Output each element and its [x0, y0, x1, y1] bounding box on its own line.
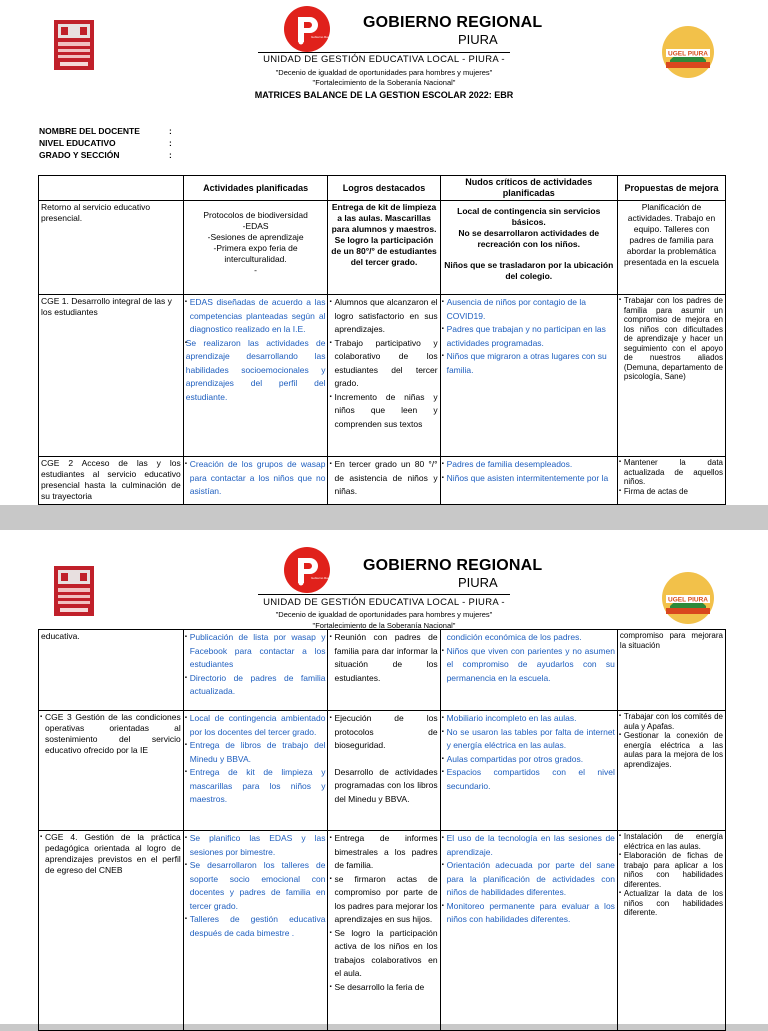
- propuestas-cell: compromiso para mejorara la situación: [617, 630, 725, 711]
- nudos-cell: ▪ Padres de familia desempleados. ▪ Niños que asisten intermitentemente por la: [440, 457, 617, 505]
- table-header-row: [39, 176, 726, 201]
- nudos-cell: Local de contingencia sin servicios básicos. No se desarrollaron actividades de recreación con los niños. Niños que se trasladaron por la ubicación del colegio.: [440, 201, 617, 295]
- header-rule: [258, 594, 510, 595]
- logros-cell: ▪ Alumnos que alcanzaron el logro satisfactorio en sus aprendizajes. ▪ Trabajo participativo y colaborativo de los estudiantes del tercer grado. ▪ Incremento de niñas y niños que leen y comprenden sus textos: [328, 295, 440, 457]
- nivel-label: NIVEL EDUCATIVO :: [39, 138, 172, 148]
- nudos-cell: condición económica de los padres. ▪ Niños que viven con parientes y no asumen el compromiso de ayudarlos con su permanencia en la escuela.: [440, 630, 617, 711]
- fortalecimiento-slogan: "Fortalecimiento de la Soberanía Nacional": [312, 78, 456, 87]
- actividades-cell: ▪ Creación de los grupos de wasap para contactar a los niños que no asistían.: [183, 457, 328, 505]
- balance-table-page-1: [38, 175, 726, 505]
- actividades-cell: ▪ Publicación de lista por wasap y Facebook para contactar a los estudiantes ▪ Directorio de padres de familia actualizada.: [183, 630, 328, 711]
- row-label: CGE 1. Desarrollo integral de las y los estudiantes: [39, 295, 184, 457]
- propuestas-cell: ▪ Trabajar con los comités de aula y Apafas. ▪ Gestionar la conexión de energía eléctrica a las aulas para la mejora de los aprendizajes.: [617, 711, 725, 831]
- gobierno-regional-logo: [283, 5, 344, 53]
- propuestas-cell: ▪ Trabajar con los padres de familia para asumir un compromiso de mejora en los niños con dificultades de aprendizaje y hacer un seguimiento con el apoyo de nuestros aliados (Demuna, departamento de psicología, Sane): [617, 295, 725, 457]
- header-nudos: Nudos críticos de actividades planificadas: [440, 176, 617, 201]
- logo-right-text: UGEL PIURA: [668, 596, 708, 604]
- propuestas-cell: ▪ Mantener la data actualizada de aquellos niños. ▪ Firma de actas de: [617, 457, 725, 505]
- row-label: educativa.: [39, 630, 184, 711]
- table-row: [39, 295, 726, 457]
- ugel-heading: UNIDAD DE GESTIÓN EDUCATIVA LOCAL - PIURA -: [263, 597, 505, 608]
- logros-cell: ▪ Ejecución de los protocolos de bioseguridad. Desarrollo de actividades programadas con los libros del Minedu y BBVA.: [328, 711, 440, 831]
- piura-subtitle: PIURA: [458, 32, 498, 47]
- row-label: Retorno al servicio educativo presencial.: [39, 201, 184, 295]
- table-row: [39, 831, 726, 1031]
- logros-cell: ▪ En tercer grado un 80 °/° de asistencia de niños y niñas.: [328, 457, 440, 505]
- fortalecimiento-slogan: "Fortalecimiento de la Soberanía Nacional": [312, 621, 456, 630]
- table-row: [39, 711, 726, 831]
- document-title: MATRICES BALANCE DE LA GESTION ESCOLAR 2022: EBR: [254, 90, 514, 100]
- row-label: ▪ CGE 4. Gestión de la práctica pedagógica orientada al logro de aprendizajes previstos en el perfil de egreso del CNEB: [39, 831, 184, 1031]
- table-row: [39, 457, 726, 505]
- actividades-cell: Protocolos de biodiversidad -EDAS -Sesiones de aprendizaje -Primera expo feria de interculturalidad. -: [183, 201, 328, 295]
- gobierno-regional-title: GOBIERNO REGIONAL: [363, 14, 543, 31]
- row-label: ▪ CGE 3 Gestión de las condiciones operativas orientadas al sostenimiento del servicio educativo ofrecido por la IE: [39, 711, 184, 831]
- page-header: [0, 0, 768, 110]
- row-label: CGE 2 Acceso de las y los estudiantes al servicio educativo presencial hasta la culminación de su trayectoria: [39, 457, 184, 505]
- nudos-cell: ▪ Mobiliario incompleto en las aulas. ▪ No se usaron las tables por falta de internet y energía eléctrica en las aulas. ▪ Aulas compartidas por otros grados. ▪ Espacios compartidos con el nivel secundario.: [440, 711, 617, 831]
- ugel-heading: UNIDAD DE GESTIÓN EDUCATIVA LOCAL - PIURA -: [263, 54, 505, 65]
- logo-right-text: UGEL PIURA: [668, 50, 708, 58]
- logo-center-text: Gobierno Regional Piura: [311, 35, 344, 39]
- header-cell-empty: [39, 176, 184, 201]
- header-logros: Logros destacados: [328, 176, 440, 201]
- table-row: [39, 630, 726, 711]
- propuestas-cell: ▪ Instalación de energía eléctrica en las aulas. ▪ Elaboración de fichas de trabajo para aplicar a los niños con habilidades diferentes. ▪ Actualizar la data de los niños con habilidades diferente.: [617, 831, 725, 1031]
- page-header: [0, 530, 768, 640]
- logo-center-text: Gobierno Regional Piura: [311, 576, 344, 580]
- nudos-cell: ▪ Ausencia de niños por contagio de la COVID19. ▪ Padres que trabajan y no participan en las actividades programadas. ▪ Niños que migraron a otras lugares con su familia.: [440, 295, 617, 457]
- nudos-cell: ▪ El uso de la tecnología en las sesiones de aprendizaje. ▪ Orientación adecuada por parte del sane para la planificación de actividades con niños de habilidades diferentes. ▪ Monitoreo permanente para evaluar a los niños con habilidades diferentes.: [440, 831, 617, 1031]
- header-actividades: Actividades planificadas: [183, 176, 328, 201]
- logros-cell: Entrega de kit de limpieza a las aulas. Mascarillas para alumnos y maestros. Se logro la participación de un 80°/° de estudiantes del tercer grado.: [328, 201, 440, 295]
- grado-label: GRADO Y SECCIÓN :: [39, 150, 172, 160]
- logros-cell: ▪ Entrega de informes bimestrales a los padres de familia. ▪ se firmaron actas de compromiso por parte de los padres para mejorar los aprendizajes en sus hijos. ▪ Se logro la participación activa de los niños en los trabajos colaborativos en el aula. ▪ Se desarrollo la feria de: [328, 831, 440, 1031]
- decenio-slogan: "Decenio de igualdad de oportunidades para hombres y mujeres": [275, 68, 493, 77]
- gobierno-regional-logo: [283, 546, 344, 594]
- gobierno-regional-title: GOBIERNO REGIONAL: [363, 557, 543, 574]
- actividades-cell: ▪ Local de contingencia ambientado por los docentes del tercer grado. ▪ Entrega de libros de trabajo del Minedu y BBVA. ▪ Entrega de kit de limpieza y mascarillas para los niños y maestros.: [183, 711, 328, 831]
- table-row: [39, 201, 726, 295]
- header-rule: [258, 52, 510, 53]
- balance-table-page-2: [38, 629, 726, 1031]
- actividades-cell: ▪ EDAS diseñadas de acuerdo a las competencias planteadas según al diagnostico realizado en la I.E. ▪ Se realizaron las actividades de aprendizaje desarrollando las habilidades socioemocionales y aprendizajes del perfil del estudiante.: [183, 295, 328, 457]
- decenio-slogan: "Decenio de igualdad de oportunidades para hombres y mujeres": [275, 610, 493, 619]
- actividades-cell: ▪ Se planifico las EDAS y las sesiones por bimestre. ▪ Se desarrollaron los talleres de soporte socio emocional con docentes y padres de familia en tercer grado. ▪ Talleres de gestión educativa después de cada bimestre .: [183, 831, 328, 1031]
- docente-label: NOMBRE DEL DOCENTE :: [39, 126, 172, 136]
- logros-cell: ▪ Reunión con padres de familia para dar informar la situación de los estudiantes.: [328, 630, 440, 711]
- header-propuestas: Propuestas de mejora: [617, 176, 725, 201]
- propuestas-cell: Planificación de actividades. Trabajo en equipo. Talleres con padres de familia para abordar la problemática presentada en la escuela: [617, 201, 725, 295]
- document-page-1: [0, 0, 768, 505]
- piura-subtitle: PIURA: [458, 575, 498, 590]
- document-page-2: [0, 530, 768, 1024]
